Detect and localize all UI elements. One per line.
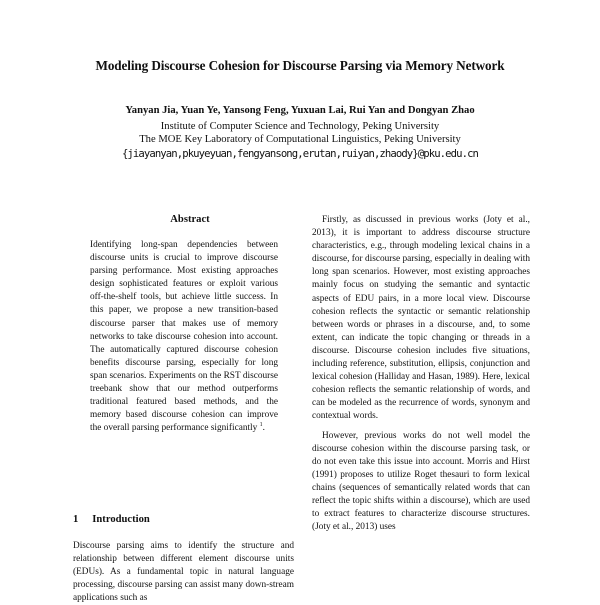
affiliation-institute: Institute of Computer Science and Technology, Peking University (160, 121, 440, 132)
paper-title: Modeling Discourse Cohesion for Discourse Parsing via Memory Network (95, 58, 505, 73)
abstract-text: Identifying long-span dependencies between discourse units is crucial to improve discourse parsing performance. Most existing approaches design sophisticated features or exploit various off-the-shelf tools, but achieve little success. In this paper, we propose a new transition-based discourse parser that makes use of memory networks to take discourse cohesion into account. The automatically captured discourse cohesion benefits discourse parsing, especially for long span scenarios. Experiments on the RST discourse treebank show that our method outperforms traditional featured based methods, and the memory based discourse cohesion can improve the overall parsing performance significantly (90, 240, 278, 434)
section-heading-introduction (73, 514, 150, 525)
introduction-paragraph: Discourse parsing aims to identify the structure and relationship between different element discourse units (EDUs). As a fundamental topic in natural language processing, discourse parsing can assist many down-stream applications such as (73, 541, 294, 604)
right-paragraph-1: Firstly, as discussed in previous works (Joty et al., 2013), it is important to address discourse structure characteristics, e.g., through modeling lexical chains in a discourse, for discourse parsing, especially in dealing with long span scenarios. However, most existing approaches mainly focus on studying the semantic and syntactic aspects of EDU pairs, in a more local view. Discourse cohesion reflects the syntactic or semantic relationship between words or phrases in a discourse, and, to some extent, can indicate the topic changing or threads in a discourse. Discourse cohesion includes five situations, including reference, substitution, ellipsis, conjunction and lexical cohesion (Halliday and Hasan, 1989). Here, lexical cohesion reflects the semantic relationship of words, and can be modeled as the recurrence of words, synonym and contextual words. (312, 215, 530, 422)
footnote-marker: 1 (259, 422, 263, 429)
abstract-body (90, 239, 278, 435)
right-column (312, 214, 530, 534)
author-emails: {jiayanyan,pkuyeyuan,fengyansong,erutan,ruiyan,zhaody}@pku.edu.cn (121, 148, 479, 160)
section-number: 1 (73, 514, 79, 525)
section-title: Introduction (92, 514, 150, 525)
abstract-heading: Abstract (170, 214, 210, 225)
author-list: Yanyan Jia, Yuan Ye, Yansong Feng, Yuxuan Lai, Rui Yan and Dongyan Zhao (125, 105, 475, 116)
affiliation-lab: The MOE Key Laboratory of Computational Linguistics, Peking University (139, 134, 461, 145)
right-paragraph-2: However, previous works do not well model the discourse cohesion within the discourse parsing task, or do not even take this issue into account. Morris and Hirst (1991) proposes to utilize Roget thesauri to form lexical chains (sequences of semantically related words that can reflect the topic shifts within a discourse), which are used to extract features to characterize discourse structures. (Joty et al., 2013) uses (312, 430, 530, 533)
abstract-end: . (262, 423, 265, 434)
